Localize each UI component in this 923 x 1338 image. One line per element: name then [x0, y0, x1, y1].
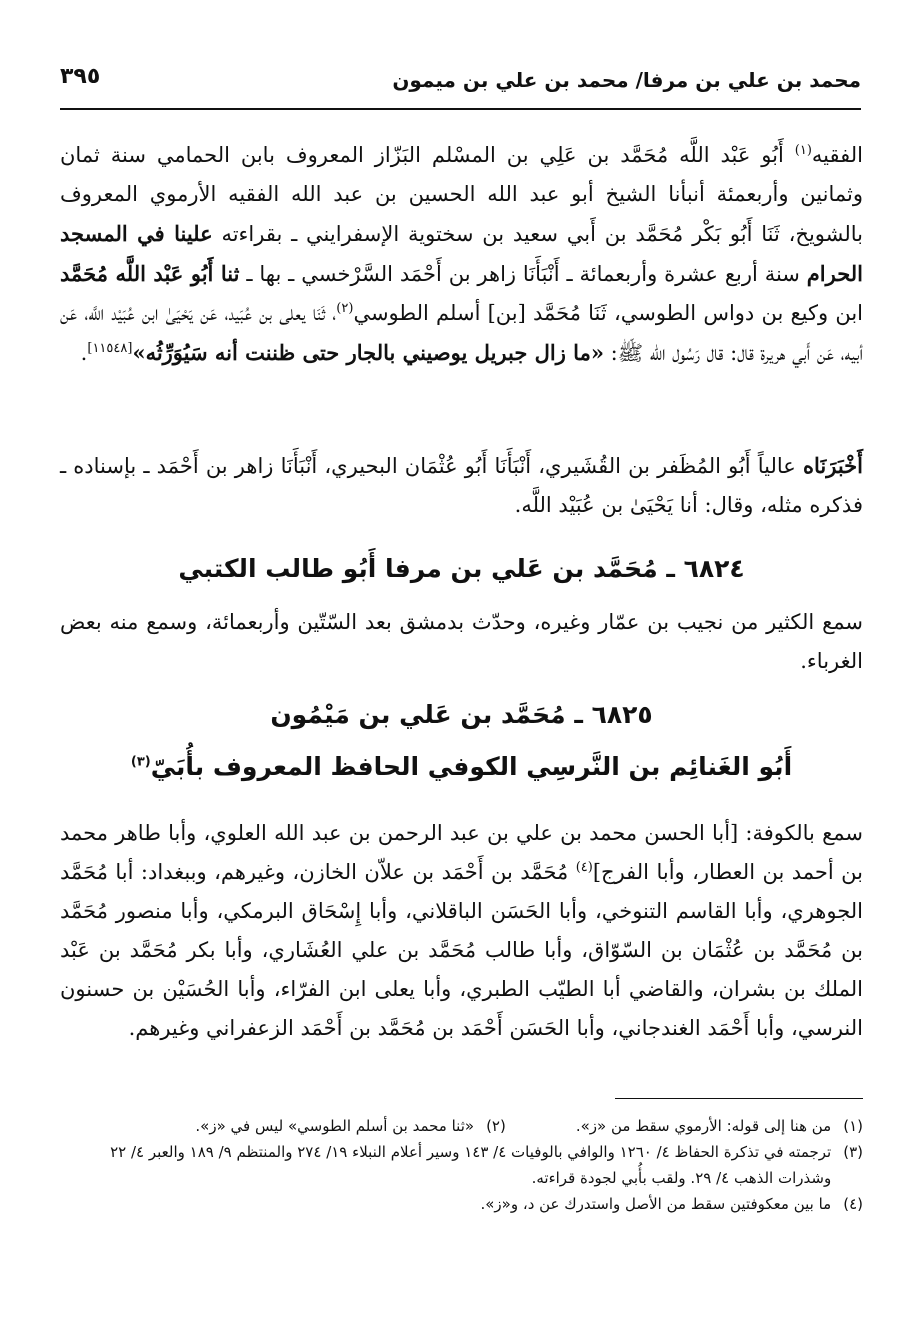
text-segment: .: [80, 341, 88, 365]
footnote-marker-4: (٤): [575, 860, 593, 875]
footnote-text: ترجمته في تذكرة الحفاظ ٤/ ١٢٦٠ والوافي بالوفيات ٤/ ١٤٣ وسير أعلام النبلاء ١٩/ ٢٧٤ والمنتظم ٩/ ١٨٩ والعبر ٤/ ٢٢ وشذرات الذهب ٤/ ٢٩. ولقب بأُبي لجودة قراءته.: [110, 1143, 832, 1187]
footnote-3: [60, 1139, 863, 1191]
entry-heading-6825: ٦٨٢٥ ـ مُحَمَّد بن عَلي بن مَيْمُون: [270, 700, 653, 729]
page-number: ٣٩٥: [60, 64, 101, 89]
footnote-text: ما بين معكوفتين سقط من الأصل واستدرك عن د، و«ز».: [480, 1195, 832, 1213]
footnote-number: (٣): [843, 1143, 863, 1161]
text-segment: ابن وكيع بن دواس الطوسي، ثَنَا مُحَمَّد [بن] أسلم الطوسي: [353, 301, 864, 325]
footnote-number: (٢): [486, 1117, 506, 1135]
page-header: [60, 60, 861, 110]
footnote-divider: [615, 1098, 863, 1099]
text-segment: سمع بالكوفة: [أبا الحسن محمد بن علي بن عبد الرحمن بن عبد الله العلوي، وأبا طاهر محمد بن أحمد بن العطار، وأبا الفرج]: [60, 821, 863, 884]
running-title: محمد بن علي بن مرفا/ محمد بن علي بن ميمون: [392, 68, 861, 92]
footnote-marker-1: (١): [794, 143, 812, 158]
footnote-marker-2: (٢): [336, 301, 354, 316]
text-segment: أَبُو عَبْد اللَّه مُحَمَّد بن عَلِي بن المسْلم البَزّاز المعروف بابن الحمامي سنة ثمان وثمانين وأربعمئة أنبأنا الشيخ أبو عبد الله الحسين بن عبد الله الفقيه الأرموي المعروف بالشويخ، ثَنَا أَبُو بَكْر مُحَمَّد بن أَبي سعيد بن سختوية الإسفرايني ـ بقراءته: [60, 143, 864, 246]
hadith-paragraph: [60, 136, 863, 373]
bold-segment: أَخْبَرَنَاه: [803, 453, 863, 478]
entry-text-6825: [60, 814, 863, 1048]
text-segment: مُحَمَّد بن أَحْمَد بن علاّن الخازن، وغيرهم، وببغداد: أبا مُحَمَّد الجوهري، وأبا القاسم التنوخي، وأبا الحَسَن الباقلاني، وأبا إِسْحَاق البرمكي، وأبا منصور مُحَمَّد بن مُحَمَّد بن عُثْمَان بن السّوّاق، وأبا طالب مُحَمَّد بن علي العُشَاري، وأبا بكر مُحَمَّد بن عَبْد الملك بن بشران، والقاضي أبا الطيّب الطبري، وأبا يعلى ابن الفرّاء، وأبا الحُسَيْن بن حسنون النرسي، وأبا أَحْمَد الغندجاني، وأبا الحَسَن أَحْمَد بن مُحَمَّد بن أَحْمَد الزعفراني وغيرهم.: [60, 860, 863, 1040]
footnote-row: [60, 1113, 863, 1139]
bold-segment: ثنا أَبُو عَبْد اللَّه مُحَمَّد: [60, 261, 240, 286]
footnote-2: [195, 1113, 505, 1139]
footnote-marker-3: (٣): [130, 754, 151, 770]
text-segment: ، ثَنَا يعلى بن عُبَيد، عَن يَحْيَىٰ ابن عُبَيْد اللَّه، عَن أبيه، عَن أَبي هريرة قال: قال رَسُول الله ﷺ:: [60, 301, 863, 365]
hadith-reference-number: [١١٥٤٨]: [87, 341, 133, 356]
entry-text-6824: سمع الكثير من نجيب بن عمّار وغيره، وحدّث بدمشق بعد السّتّين وأربعمائة، وسمع منه بعض الغرباء.: [60, 610, 863, 673]
footnotes: [60, 1113, 863, 1217]
footnote-number: (٤): [843, 1195, 863, 1213]
footnote-text: «ثنا محمد بن أسلم الطوسي» ليس في «ز».: [195, 1117, 475, 1135]
footnote-text: من هنا إلى قوله: الأرموي سقط من «ز».: [575, 1117, 832, 1135]
bold-segment: علينا في المسجد الحرام: [60, 221, 863, 286]
footnote-4: [60, 1191, 863, 1217]
text-segment: عالياً أَبُو المُظَفر بن القُشَيري، أَنْبَأَنَا أَبُو عُثْمَان البحيري، أَنْبَأَنَا زاهر بن أَحْمَد ـ بإسناده ـ فذكره مثله، وقال: أنا يَحْيَىٰ بن عُبَيْد اللَّه.: [60, 454, 863, 517]
footnote-1: [576, 1113, 863, 1139]
subheading-text: أَبُو الغَنائِم بن النَّرسِي الكوفي الحافظ المعروف بأُبَيّ: [150, 752, 793, 781]
entry-subheading-6825: [60, 752, 863, 781]
text-segment: الفقيه: [811, 143, 863, 167]
entry-heading-6824: ٦٨٢٤ ـ مُحَمَّد بن عَلي بن مرفا أَبُو طالب الكتبي: [178, 554, 745, 583]
footnote-number: (١): [843, 1117, 863, 1135]
chain-paragraph: [60, 446, 863, 525]
hadith-text: «ما زال جبريل يوصيني بالجار حتى ظننت أنه سَيُوَرِّثُه»: [132, 340, 604, 365]
text-segment: سنة أربع عشرة وأربعمائة ـ أَنْبَأَنَا زاهر بن أَحْمَد السَّرْخسي ـ بها ـ: [239, 262, 807, 286]
